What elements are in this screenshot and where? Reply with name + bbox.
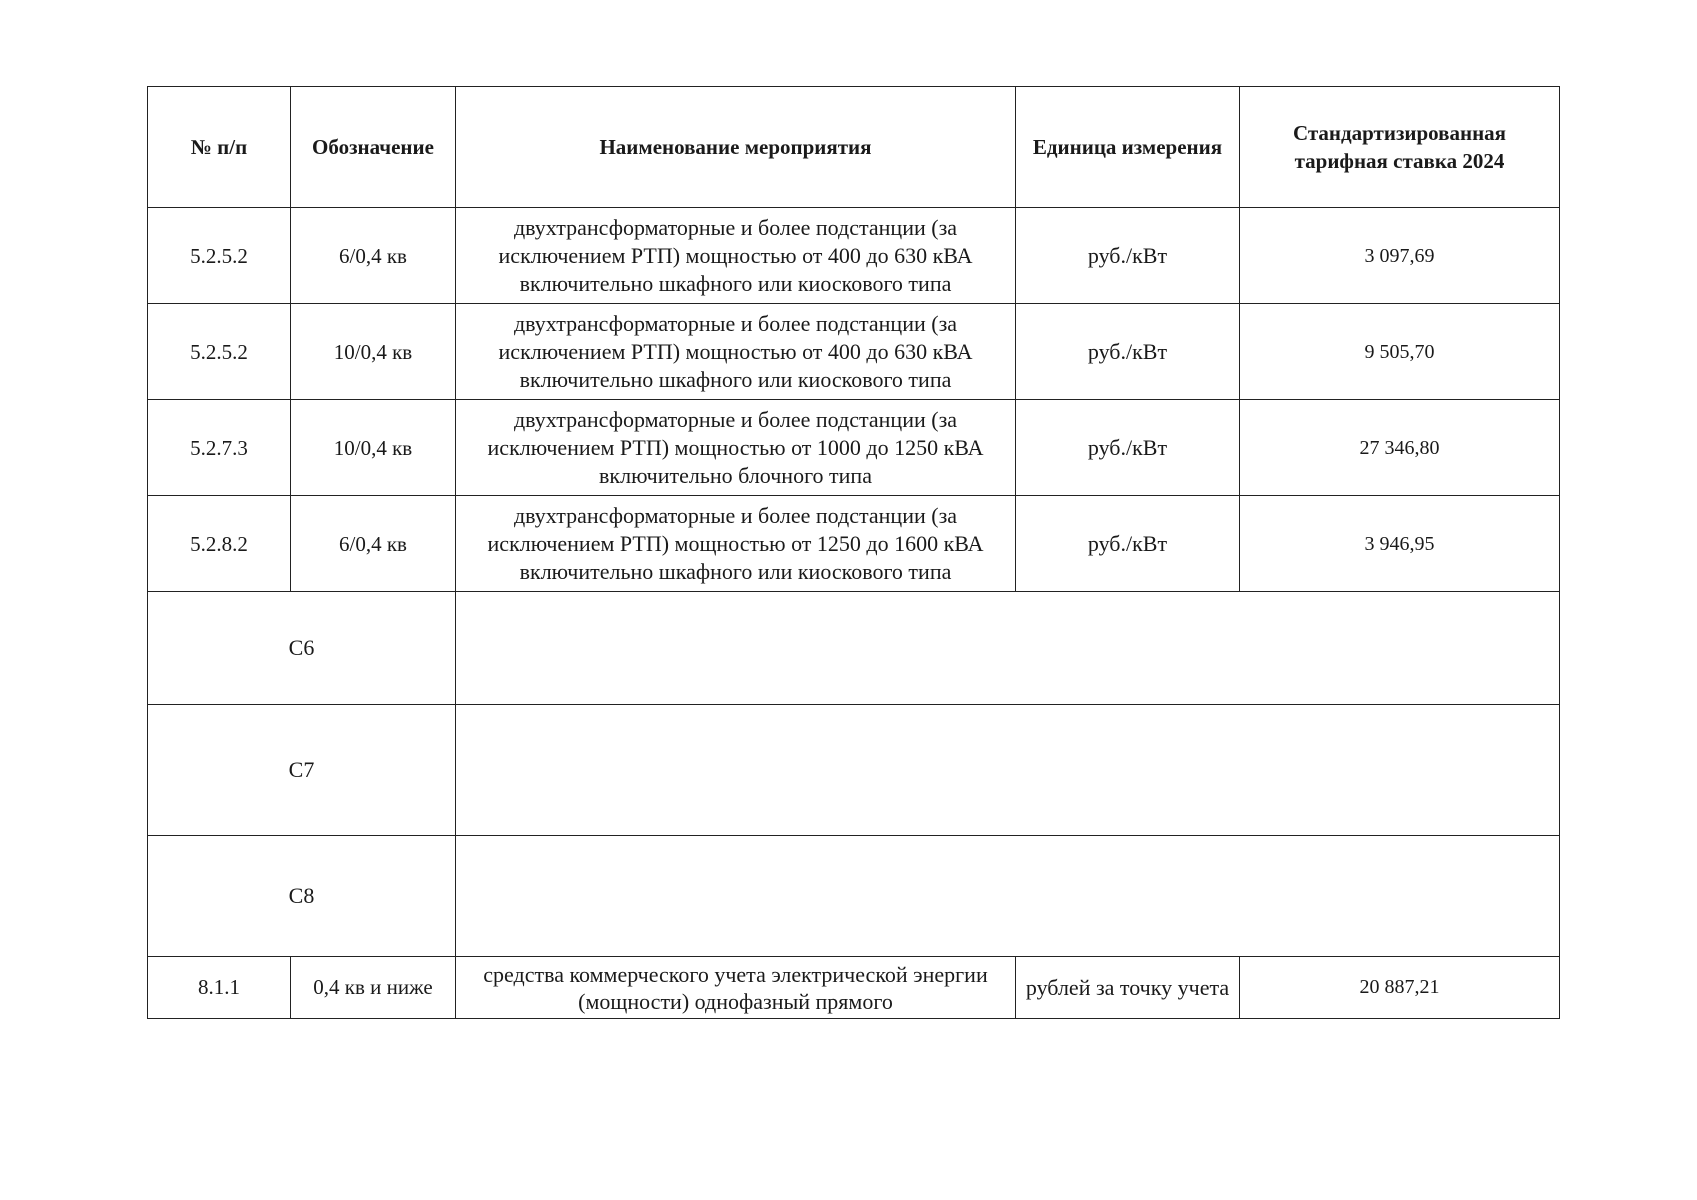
row-measure-name: двухтрансформаторные и более подстанции (за исключением РТП) мощностью от 1000 до 1250 кВА включительно блочного типа <box>456 400 1016 496</box>
row-designation: 10/0,4 кв <box>291 400 456 496</box>
header-tariff-rate: Стандартизированная тарифная ставка 2024 <box>1240 87 1560 208</box>
section-empty-cell <box>456 705 1560 836</box>
section-empty-cell <box>456 836 1560 957</box>
row-designation: 0,4 кв и ниже <box>291 957 456 1019</box>
row-designation: 6/0,4 кв <box>291 496 456 592</box>
section-label: C7 <box>148 705 456 836</box>
tariff-table <box>147 86 1560 1019</box>
section-label: C6 <box>148 592 456 705</box>
row-unit: руб./кВт <box>1016 496 1240 592</box>
table-row <box>148 496 1560 592</box>
header-unit: Единица измерения <box>1016 87 1240 208</box>
row-measure-name: средства коммерческого учета электрической энергии (мощности) однофазный прямого <box>456 957 1016 1019</box>
table-row <box>148 957 1560 1019</box>
section-row-c8 <box>148 836 1560 957</box>
table-row <box>148 304 1560 400</box>
row-measure-name: двухтрансформаторные и более подстанции (за исключением РТП) мощностью от 400 до 630 кВА включительно шкафного или киоскового типа <box>456 208 1016 304</box>
table-row <box>148 400 1560 496</box>
row-tariff-rate: 27 346,80 <box>1240 400 1560 496</box>
row-measure-name: двухтрансформаторные и более подстанции (за исключением РТП) мощностью от 400 до 630 кВА включительно шкафного или киоскового типа <box>456 304 1016 400</box>
row-designation: 6/0,4 кв <box>291 208 456 304</box>
row-unit: руб./кВт <box>1016 304 1240 400</box>
row-tariff-rate: 9 505,70 <box>1240 304 1560 400</box>
section-row-c6 <box>148 592 1560 705</box>
section-row-c7 <box>148 705 1560 836</box>
row-tariff-rate: 20 887,21 <box>1240 957 1560 1019</box>
header-number: № п/п <box>148 87 291 208</box>
row-unit: рублей за точку учета <box>1016 957 1240 1019</box>
row-tariff-rate: 3 946,95 <box>1240 496 1560 592</box>
section-empty-cell <box>456 592 1560 705</box>
row-designation: 10/0,4 кв <box>291 304 456 400</box>
row-number: 5.2.5.2 <box>148 304 291 400</box>
table-header-row <box>148 87 1560 208</box>
table-row <box>148 208 1560 304</box>
row-number: 5.2.5.2 <box>148 208 291 304</box>
row-number: 5.2.7.3 <box>148 400 291 496</box>
row-unit: руб./кВт <box>1016 208 1240 304</box>
section-label: C8 <box>148 836 456 957</box>
row-tariff-rate: 3 097,69 <box>1240 208 1560 304</box>
header-designation: Обозначение <box>291 87 456 208</box>
header-measure-name: Наименование мероприятия <box>456 87 1016 208</box>
row-unit: руб./кВт <box>1016 400 1240 496</box>
row-measure-name: двухтрансформаторные и более подстанции (за исключением РТП) мощностью от 1250 до 1600 кВА включительно шкафного или киоскового типа <box>456 496 1016 592</box>
row-number: 8.1.1 <box>148 957 291 1019</box>
row-number: 5.2.8.2 <box>148 496 291 592</box>
